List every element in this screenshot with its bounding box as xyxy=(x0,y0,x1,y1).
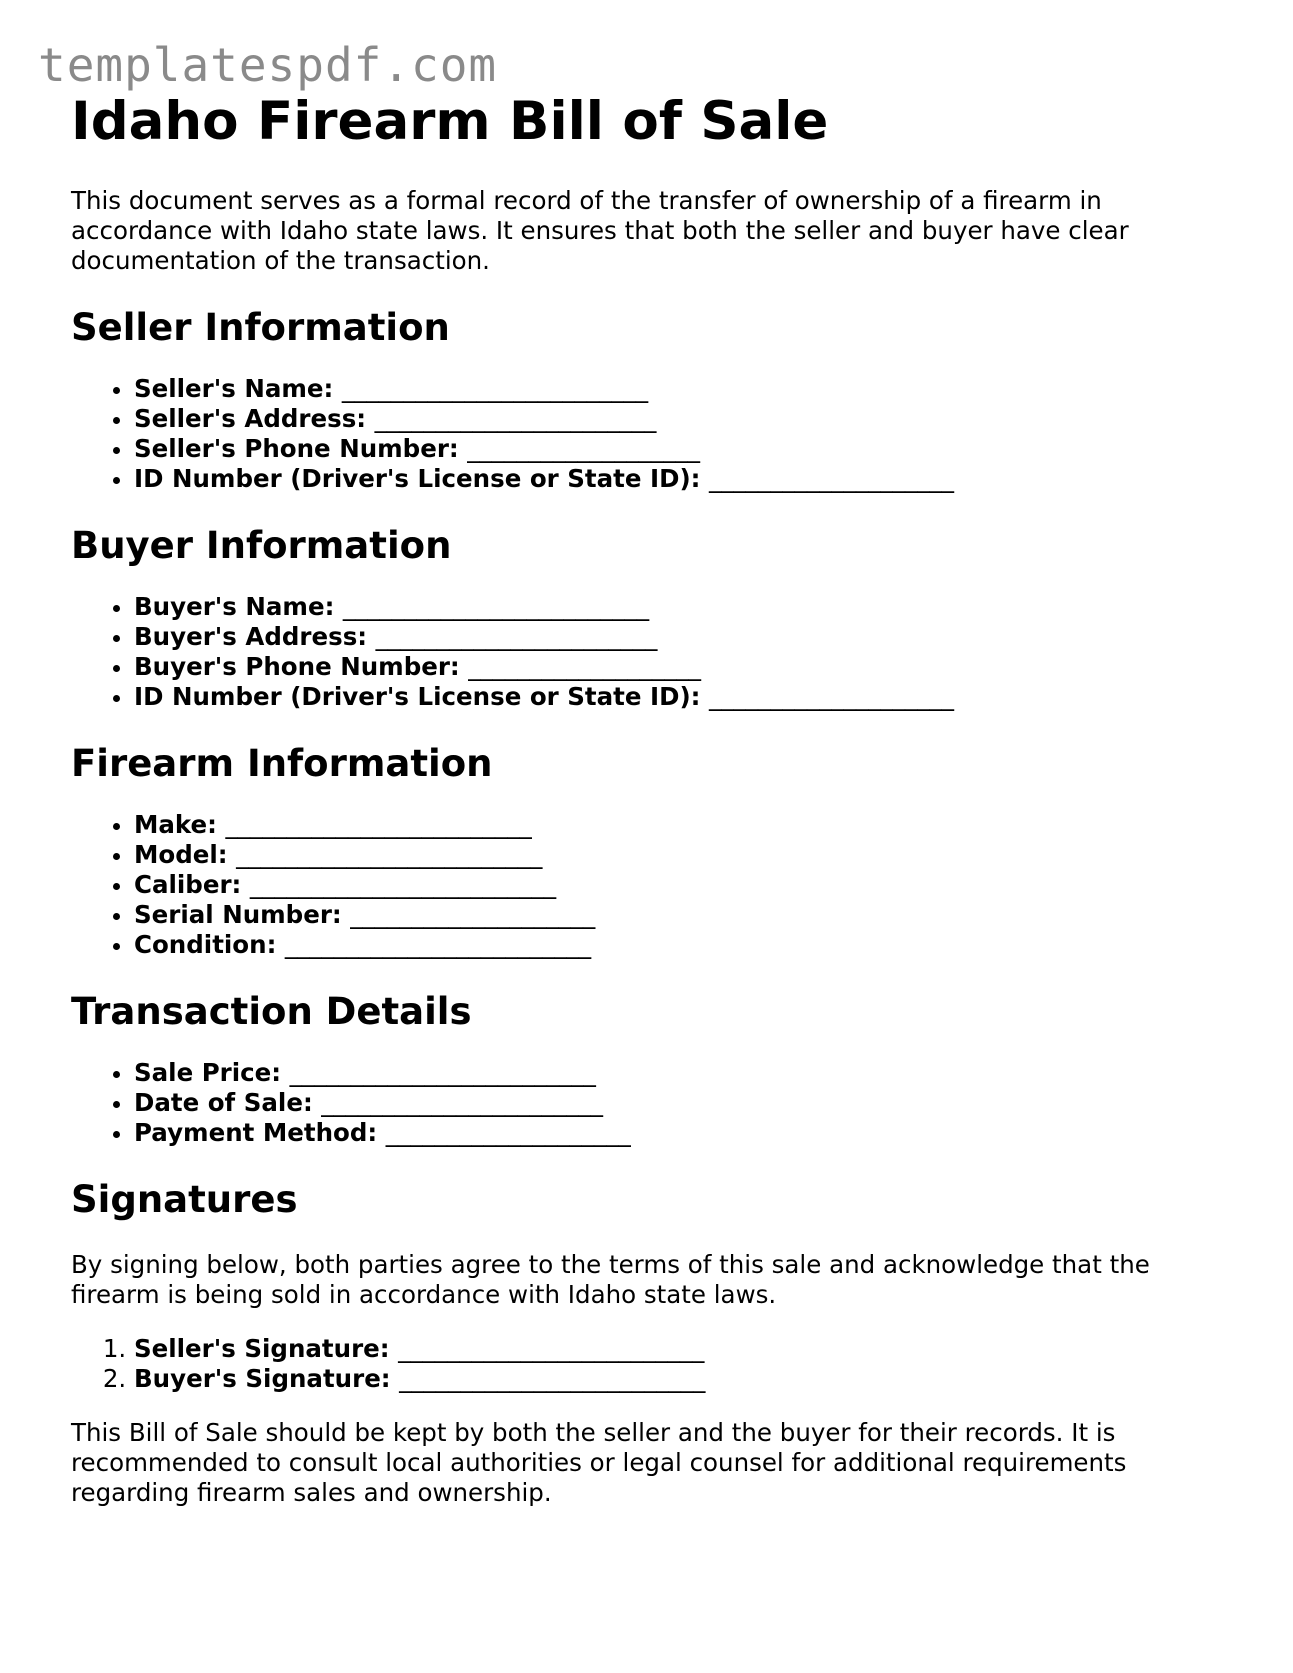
field-label: Buyer's Name: xyxy=(134,592,335,621)
field-label: ID Number (Driver's License or State ID): xyxy=(134,682,701,711)
seller-list xyxy=(71,374,1241,494)
list-item xyxy=(134,374,1241,404)
field-label: Date of Sale: xyxy=(134,1088,313,1117)
list-item xyxy=(134,592,1241,622)
list-item xyxy=(134,404,1241,434)
list-item xyxy=(134,652,1241,682)
fill-in-blank[interactable]: ___________________ xyxy=(467,434,700,463)
fill-in-blank[interactable]: _______________________ xyxy=(374,404,657,433)
signatures-heading: Signatures xyxy=(71,1178,298,1221)
fill-in-blank[interactable]: ____________________ xyxy=(350,900,596,929)
fill-in-blank[interactable]: _______________________ xyxy=(375,622,658,651)
list-item xyxy=(134,464,1241,494)
list-item xyxy=(134,682,1241,712)
fill-in-blank[interactable]: _________________________ xyxy=(399,1364,706,1393)
list-item xyxy=(134,434,1241,464)
list-item xyxy=(134,900,1241,930)
intro-paragraph: This document serves as a formal record of the transfer of ownership of a firearm in accordance with Idaho state laws. It ensures that both the seller and buyer have clear documentation of the transaction. xyxy=(71,186,1129,275)
closing-paragraph: This Bill of Sale should be kept by both the seller and the buyer for their records. It is recommended to consult local authorities or legal counsel for additional requirements regarding firearm sales and ownership. xyxy=(71,1418,1127,1507)
field-label: Payment Method: xyxy=(134,1118,378,1147)
transaction-list xyxy=(71,1058,1241,1148)
field-label: Seller's Signature: xyxy=(134,1334,390,1363)
list-item xyxy=(134,1088,1241,1118)
fill-in-blank[interactable]: _________________________ xyxy=(236,840,543,869)
fill-in-blank[interactable]: _______________________ xyxy=(321,1088,604,1117)
field-label: Seller's Phone Number: xyxy=(134,434,459,463)
field-label: ID Number (Driver's License or State ID): xyxy=(134,464,701,493)
fill-in-blank[interactable]: _________________________ xyxy=(284,930,592,959)
transaction-heading: Transaction Details xyxy=(71,990,472,1033)
field-label: Caliber: xyxy=(134,870,242,899)
fill-in-blank[interactable]: ____________________ xyxy=(385,1118,631,1147)
page-title: Idaho Firearm Bill of Sale xyxy=(71,91,829,152)
signatures-list xyxy=(71,1334,1241,1394)
list-item xyxy=(134,870,1241,900)
field-label: Buyer's Address: xyxy=(134,622,368,651)
fill-in-blank[interactable]: _________________________ xyxy=(249,870,557,899)
list-item xyxy=(134,1364,1241,1394)
list-item xyxy=(134,1118,1241,1148)
fill-in-blank[interactable]: ____________________ xyxy=(709,464,955,493)
list-item xyxy=(134,840,1241,870)
buyer-heading: Buyer Information xyxy=(71,524,452,567)
field-label: Sale Price: xyxy=(134,1058,282,1087)
fill-in-blank[interactable]: _________________________ xyxy=(342,592,650,621)
field-label: Buyer's Signature: xyxy=(134,1364,391,1393)
document-page xyxy=(71,90,1241,1508)
field-label: Serial Number: xyxy=(134,900,342,929)
list-item xyxy=(134,810,1241,840)
list-item xyxy=(134,930,1241,960)
signatures-intro: By signing below, both parties agree to the terms of this sale and acknowledge that the firearm is being sold in accordance with Idaho state laws. xyxy=(71,1250,1150,1309)
field-label: Seller's Address: xyxy=(134,404,367,433)
fill-in-blank[interactable]: ___________________ xyxy=(468,652,702,681)
fill-in-blank[interactable]: _________________________ xyxy=(341,374,649,403)
fill-in-blank[interactable]: ____________________ xyxy=(709,682,955,711)
field-label: Make: xyxy=(134,810,217,839)
field-label: Seller's Name: xyxy=(134,374,334,403)
list-item xyxy=(134,1058,1241,1088)
list-item xyxy=(134,622,1241,652)
firearm-heading: Firearm Information xyxy=(71,742,493,785)
field-label: Condition: xyxy=(134,930,277,959)
buyer-list xyxy=(71,592,1241,712)
fill-in-blank[interactable]: _________________________ xyxy=(398,1334,705,1363)
fill-in-blank[interactable]: _________________________ xyxy=(289,1058,596,1087)
firearm-list xyxy=(71,810,1241,960)
field-label: Model: xyxy=(134,840,228,869)
seller-heading: Seller Information xyxy=(71,306,450,349)
field-label: Buyer's Phone Number: xyxy=(134,652,460,681)
list-item xyxy=(134,1334,1241,1364)
fill-in-blank[interactable]: _________________________ xyxy=(225,810,532,839)
watermark: templatespdf.com xyxy=(38,38,498,92)
